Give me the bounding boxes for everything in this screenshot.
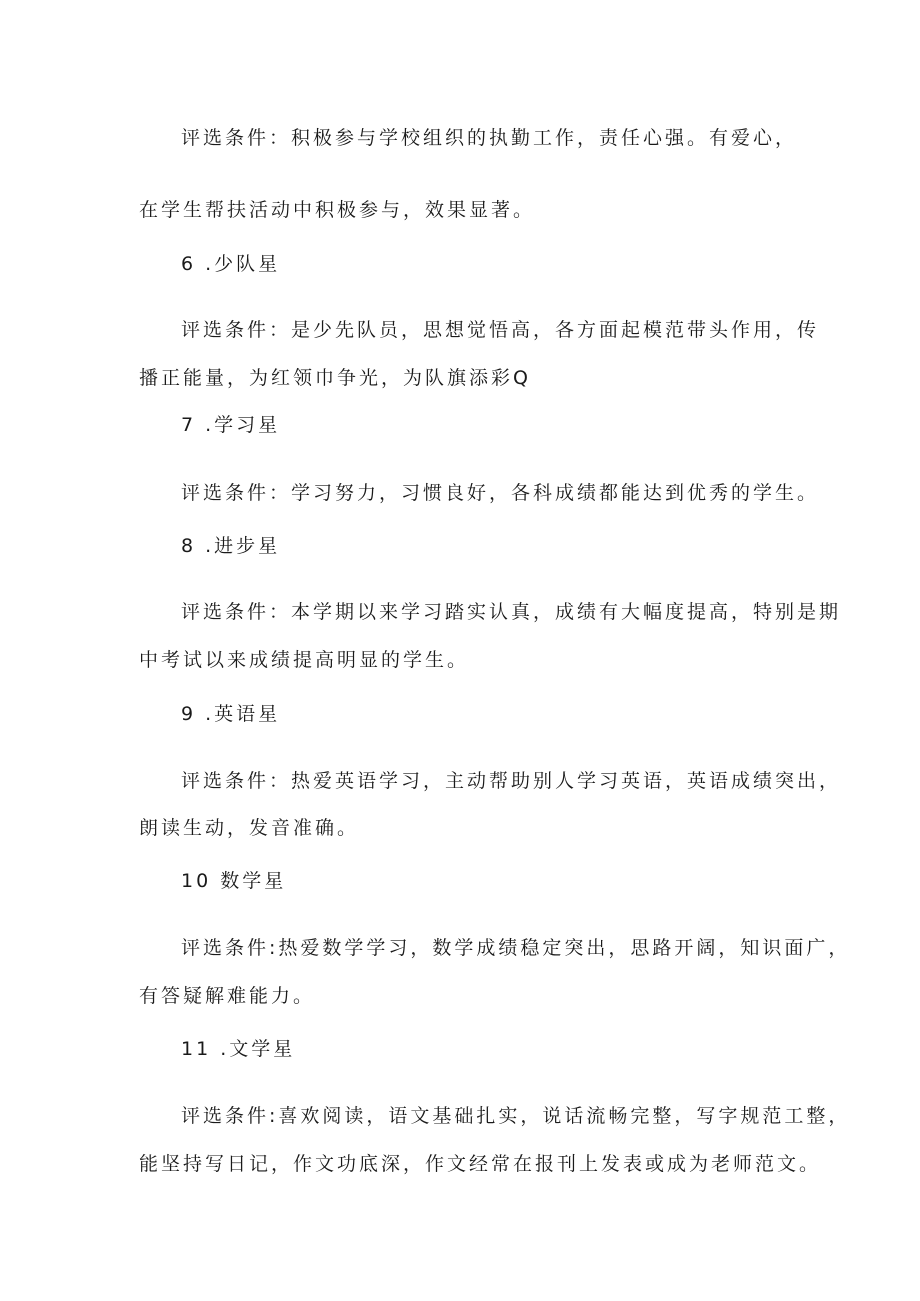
section-heading: 8 .进步星	[181, 535, 281, 557]
paragraph-line: 评选条件：积极参与学校组织的执勤工作，责任心强。有爱心，	[181, 127, 798, 149]
section-heading: 9 .英语星	[181, 703, 281, 725]
paragraph-line: 朗读生动，发音准确。	[139, 817, 360, 839]
paragraph-line: 评选条件：热爱英语学习，主动帮助别人学习英语，英语成绩突出，	[181, 770, 842, 792]
section-heading: 6 .少队星	[181, 253, 281, 275]
paragraph-line: 中考试以来成绩提高明显的学生。	[139, 649, 470, 671]
paragraph-line: 有答疑解难能力。	[139, 985, 316, 1007]
paragraph-line: 能坚持写日记，作文功底深，作文经常在报刊上发表或成为老师范文。	[139, 1153, 822, 1175]
paragraph-line: 评选条件:热爱数学学习，数学成绩稳定突出，思路开阔，知识面广，	[181, 937, 851, 959]
paragraph-line: 评选条件：是少先队员，思想觉悟高，各方面起模范带头作用，传	[181, 319, 820, 341]
section-heading: 7 .学习星	[181, 414, 281, 436]
section-heading: 11 .文学星	[181, 1038, 296, 1060]
paragraph-line: 评选条件：本学期以来学习踏实认真，成绩有大幅度提高，特别是期	[181, 601, 842, 623]
section-heading: 10 数学星	[181, 870, 287, 892]
paragraph-line: 评选条件:喜欢阅读，语文基础扎实，说话流畅完整，写字规范工整，	[181, 1105, 851, 1127]
paragraph-line: 评选条件：学习努力，习惯良好，各科成绩都能达到优秀的学生。	[181, 482, 820, 504]
paragraph-line: 播正能量，为红领巾争光，为队旗添彩Q	[139, 367, 531, 389]
paragraph-line: 在学生帮扶活动中积极参与，效果显著。	[139, 199, 536, 221]
